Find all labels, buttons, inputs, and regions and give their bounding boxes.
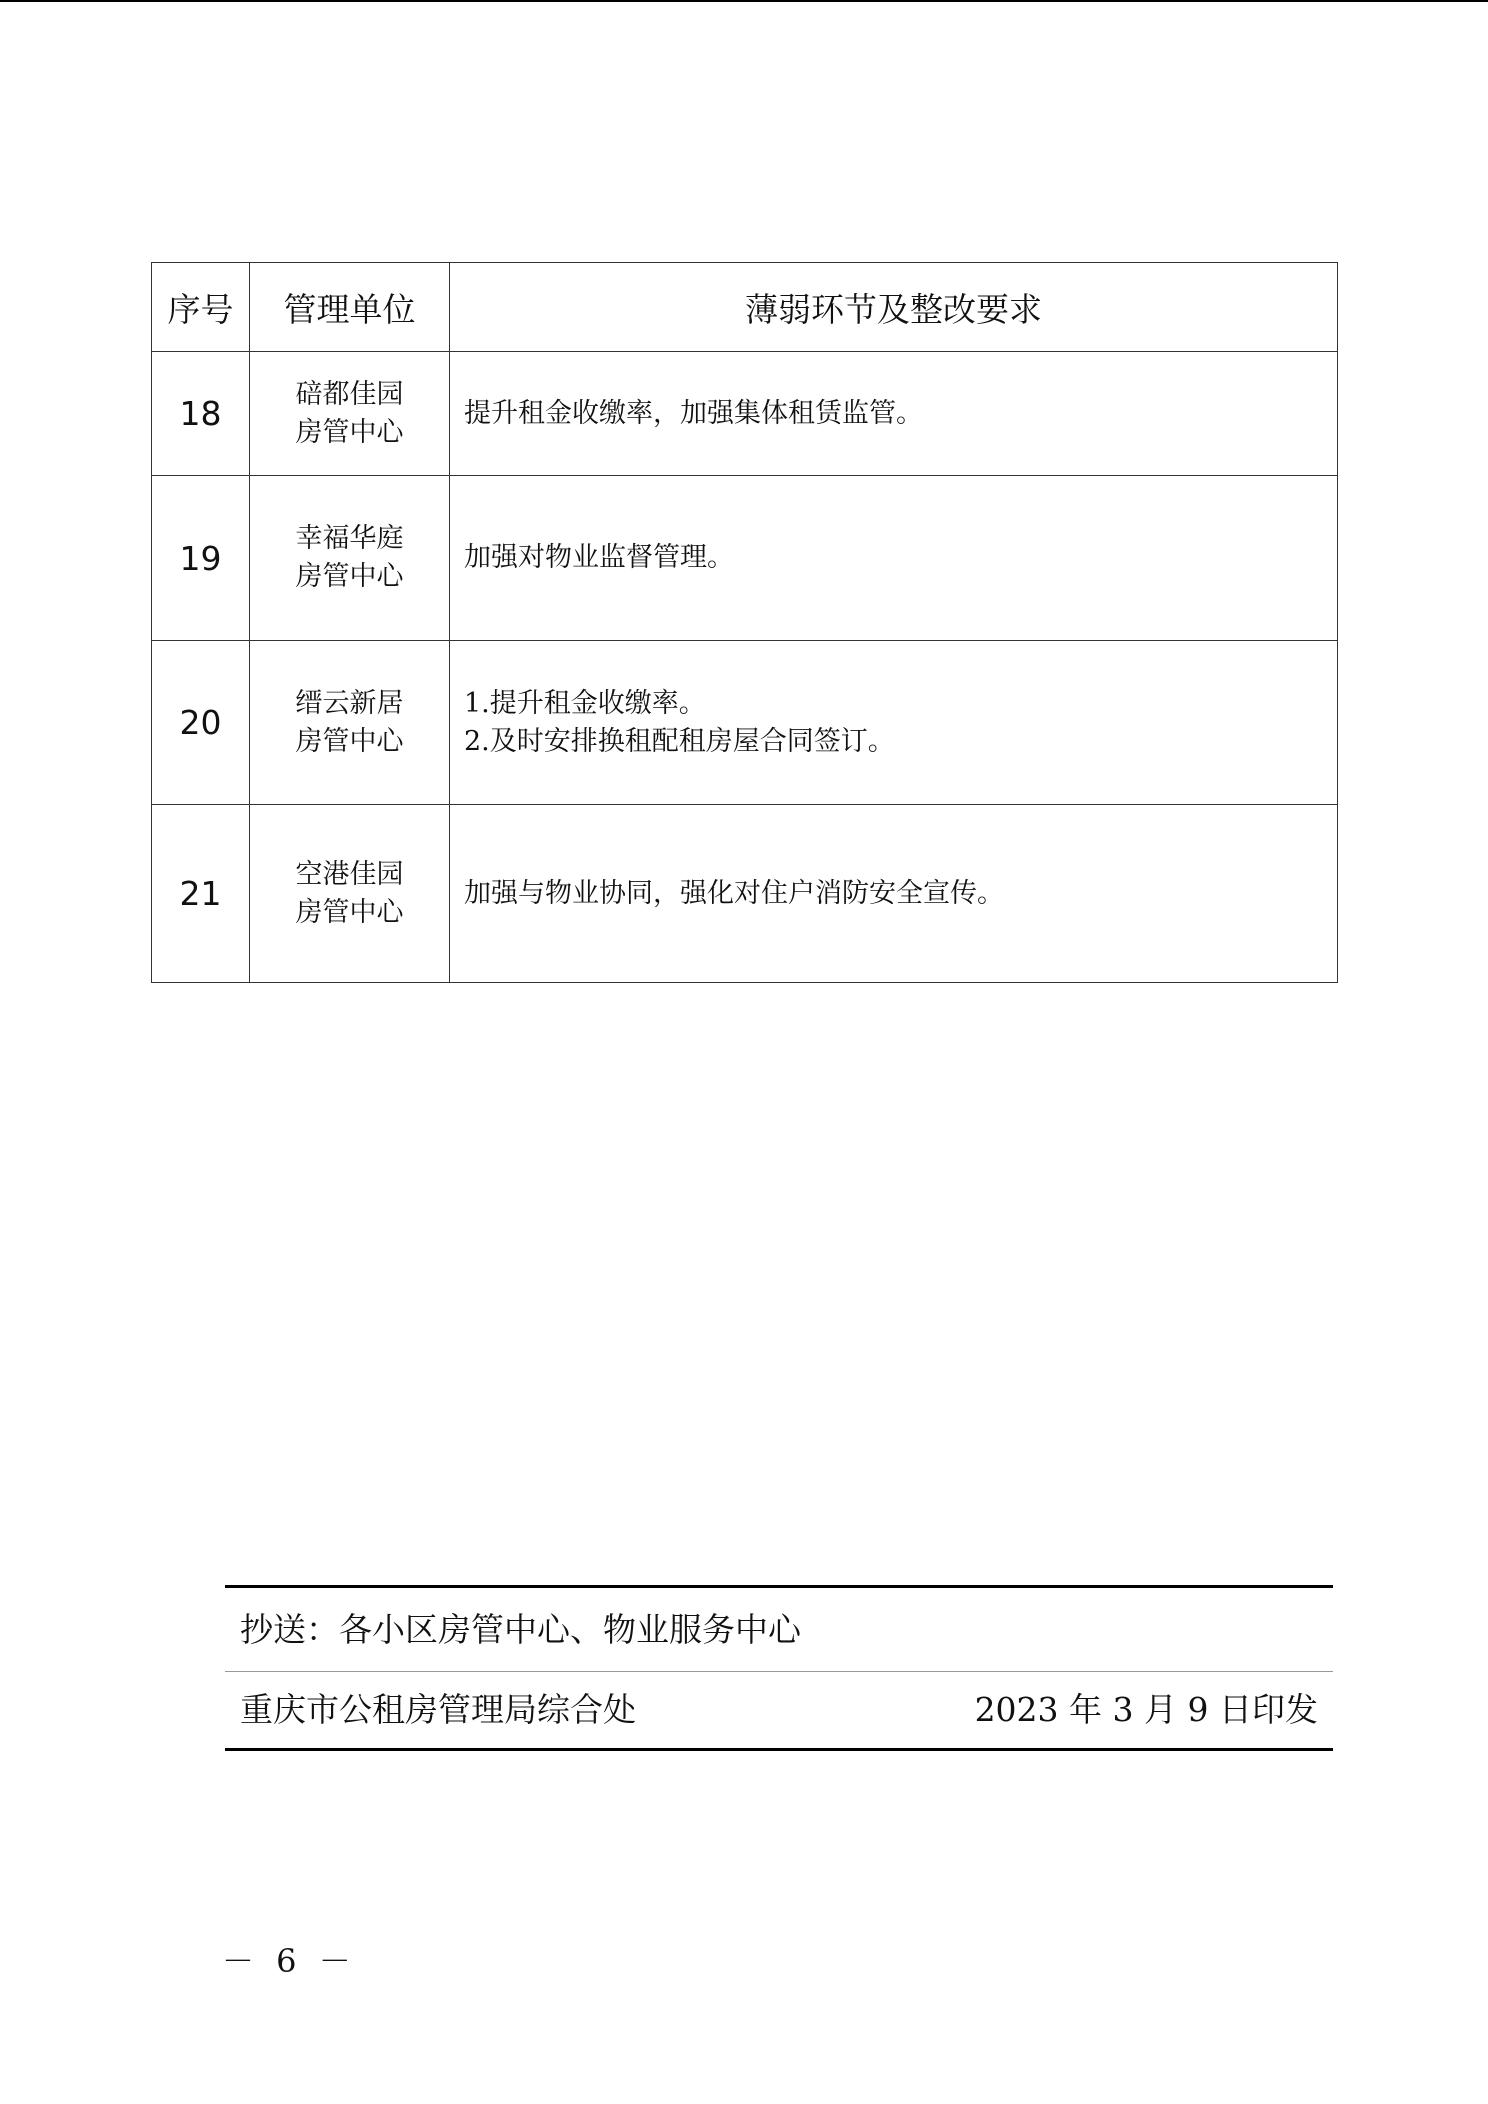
row-serial-number: 21 [152, 805, 250, 983]
unit-name: 缙云新居 [295, 687, 404, 719]
requirement-line: 提升租金收缴率，加强集体租赁监管。 [464, 397, 923, 429]
header-serial-number: 序号 [152, 263, 250, 352]
document-footer [225, 1585, 1333, 1751]
issue-line [225, 1672, 1333, 1748]
footer-bottom-rule [225, 1748, 1333, 1751]
row-requirement [450, 641, 1338, 805]
page-number: － 6 － [222, 1942, 357, 1980]
issuing-office: 重庆市公租房管理局综合处 [240, 1690, 636, 1729]
requirement-line: 1.提升租金收缴率。 [464, 687, 706, 719]
requirement-line: 加强对物业监督管理。 [464, 542, 734, 573]
table-row [152, 805, 1338, 983]
row-requirement [450, 352, 1338, 476]
table-row [152, 641, 1338, 805]
rectification-table [151, 262, 1338, 983]
unit-name: 幸福华庭 [295, 523, 404, 554]
issue-date: 2023 年 3 月 9 日印发 [974, 1690, 1318, 1729]
header-management-unit: 管理单位 [250, 263, 450, 352]
row-serial-number: 18 [152, 352, 250, 476]
row-requirement [450, 805, 1338, 983]
unit-suffix: 房管中心 [295, 896, 404, 928]
row-management-unit [250, 476, 450, 641]
row-management-unit [250, 641, 450, 805]
unit-suffix: 房管中心 [295, 725, 404, 757]
table-row [152, 352, 1338, 476]
requirement-line: 加强与物业协同，强化对住户消防安全宣传。 [464, 877, 1004, 909]
table-header-row [152, 263, 1338, 352]
table-row [152, 476, 1338, 641]
unit-name: 空港佳园 [295, 858, 404, 890]
cc-distribution: 抄送：各小区房管中心、物业服务中心 [240, 1610, 801, 1649]
row-serial-number: 20 [152, 641, 250, 805]
unit-suffix: 房管中心 [295, 561, 404, 592]
row-management-unit [250, 352, 450, 476]
unit-suffix: 房管中心 [295, 416, 404, 448]
row-requirement [450, 476, 1338, 641]
header-requirements: 薄弱环节及整改要求 [450, 263, 1338, 352]
row-management-unit [250, 805, 450, 983]
row-serial-number: 19 [152, 476, 250, 641]
page-top-border [0, 0, 1488, 2]
requirement-line: 2.及时安排换租配租房屋合同签订。 [464, 725, 895, 757]
unit-name: 碚都佳园 [295, 378, 404, 410]
